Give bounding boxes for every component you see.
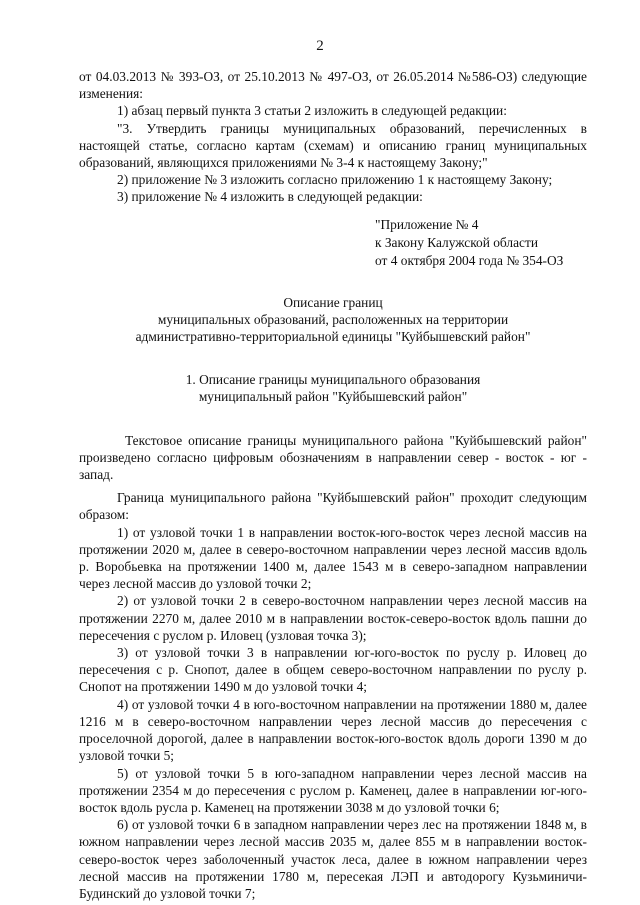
paragraph-intro: Текстовое описание границы муниципального района "Куйбышевский район" произведено согласно цифровым обозначениям в направлении север - восток - юг - запад. (79, 432, 587, 483)
intro-amendments-line: от 04.03.2013 № 393-ОЗ, от 25.10.2013 № 497-ОЗ, от 26.05.2014 №586-ОЗ) следующие изменения: (79, 69, 587, 102)
paragraph-point-6: 6) от узловой точки 6 в западном направлении через лес на протяжении 1848 м, в южном направлении через лесной массив 2035 м, далее 855 м в направлении восток-северо-восток через заболоченный участок леса, далее в южном направлении через лесной массив на протяжении 1780 м, пересекая ЛЭП и автодорогу Кузьминичи-Будинский до узловой точки 7; (79, 817, 587, 901)
description-title-line-1: Описание границ (283, 294, 383, 310)
appendix-line-1: "Приложение № 4 (375, 216, 479, 232)
section-1-title-line-1: 1. Описание границы муниципального образования (185, 372, 481, 388)
paragraph-point-5: 5) от узловой точки 5 в юго-западном направлении через лесной массив на протяжении 2354 м до пересечения с руслом р. Каменец, далее в направлении юг-юго-восток вдоль русла р. Каменец на протяжении 3038 м до узловой точки 6; (79, 765, 587, 815)
intro-item-1-quote: "3. Утвердить границы муниципальных образований, перечисленных в настоящей статье, согласно картам (схемам) и описанию границ муниципальных образований, являющихся приложениями № 3-4 к настоящему Закону;" (79, 120, 587, 171)
intro-item-3: 3) приложение № 4 изложить в следующей редакции: (117, 189, 423, 205)
section-1-title-line-2: муниципальный район "Куйбышевский район" (198, 389, 468, 405)
paragraph-point-4: 4) от узловой точки 4 в юго-восточном направлении на протяжении 1880 м, далее 1216 м в северо-восточном направлении через лесной массив до пересечения с проселочной дорогой, далее в направлении восток-юго-восток вдоль дороги 1390 м до узловой точки 5; (79, 696, 587, 764)
paragraph-point-1: 1) от узловой точки 1 в направлении восток-юго-восток через лесной массив на протяжении 2020 м, далее в северо-восточном направлении через лесной массив вдоль р. Воробьевка на протяжении 1400 м, далее 1543 м в северо-западном направлении через лесной массив до узловой точки 2; (79, 524, 587, 592)
section-1-title (79, 371, 587, 405)
document-body (79, 68, 587, 902)
appendix-line-2: к Закону Калужской области (375, 234, 539, 250)
description-title-line-3: административно-территориальной единицы "Куйбышевский район" (135, 329, 531, 345)
paragraph-boundary-passes: Граница муниципального района "Куйбышевский район" проходит следующим образом: (79, 490, 587, 523)
appendix-header (375, 216, 587, 270)
paragraph-point-2: 2) от узловой точки 2 в северо-восточном направлении через лесной массив на протяжении 2270 м, далее 2010 м в направлении восток-северо-восток вдоль пашни до пересечения с руслом р. Иловец (узловая точка 3); (79, 593, 587, 643)
appendix-line-3: от 4 октября 2004 года № 354-ОЗ (375, 252, 564, 268)
intro-item-2: 2) приложение № 3 изложить согласно приложению 1 к настоящему Закону; (117, 172, 553, 188)
paragraph-point-3: 3) от узловой точки 3 в направлении юг-юго-восток по руслу р. Иловец до пересечения с р. Снопот, далее в общем северо-восточном направлении по руслу р. Снопот на протяжении 1490 м до узловой точки 4; (79, 645, 587, 695)
description-title-line-2: муниципальных образований, расположенных на территории (157, 311, 509, 327)
description-title (79, 294, 587, 346)
intro-item-1: 1) абзац первый пункта 3 статьи 2 изложить в следующей редакции: (117, 103, 507, 119)
page-number: 2 (316, 38, 324, 54)
